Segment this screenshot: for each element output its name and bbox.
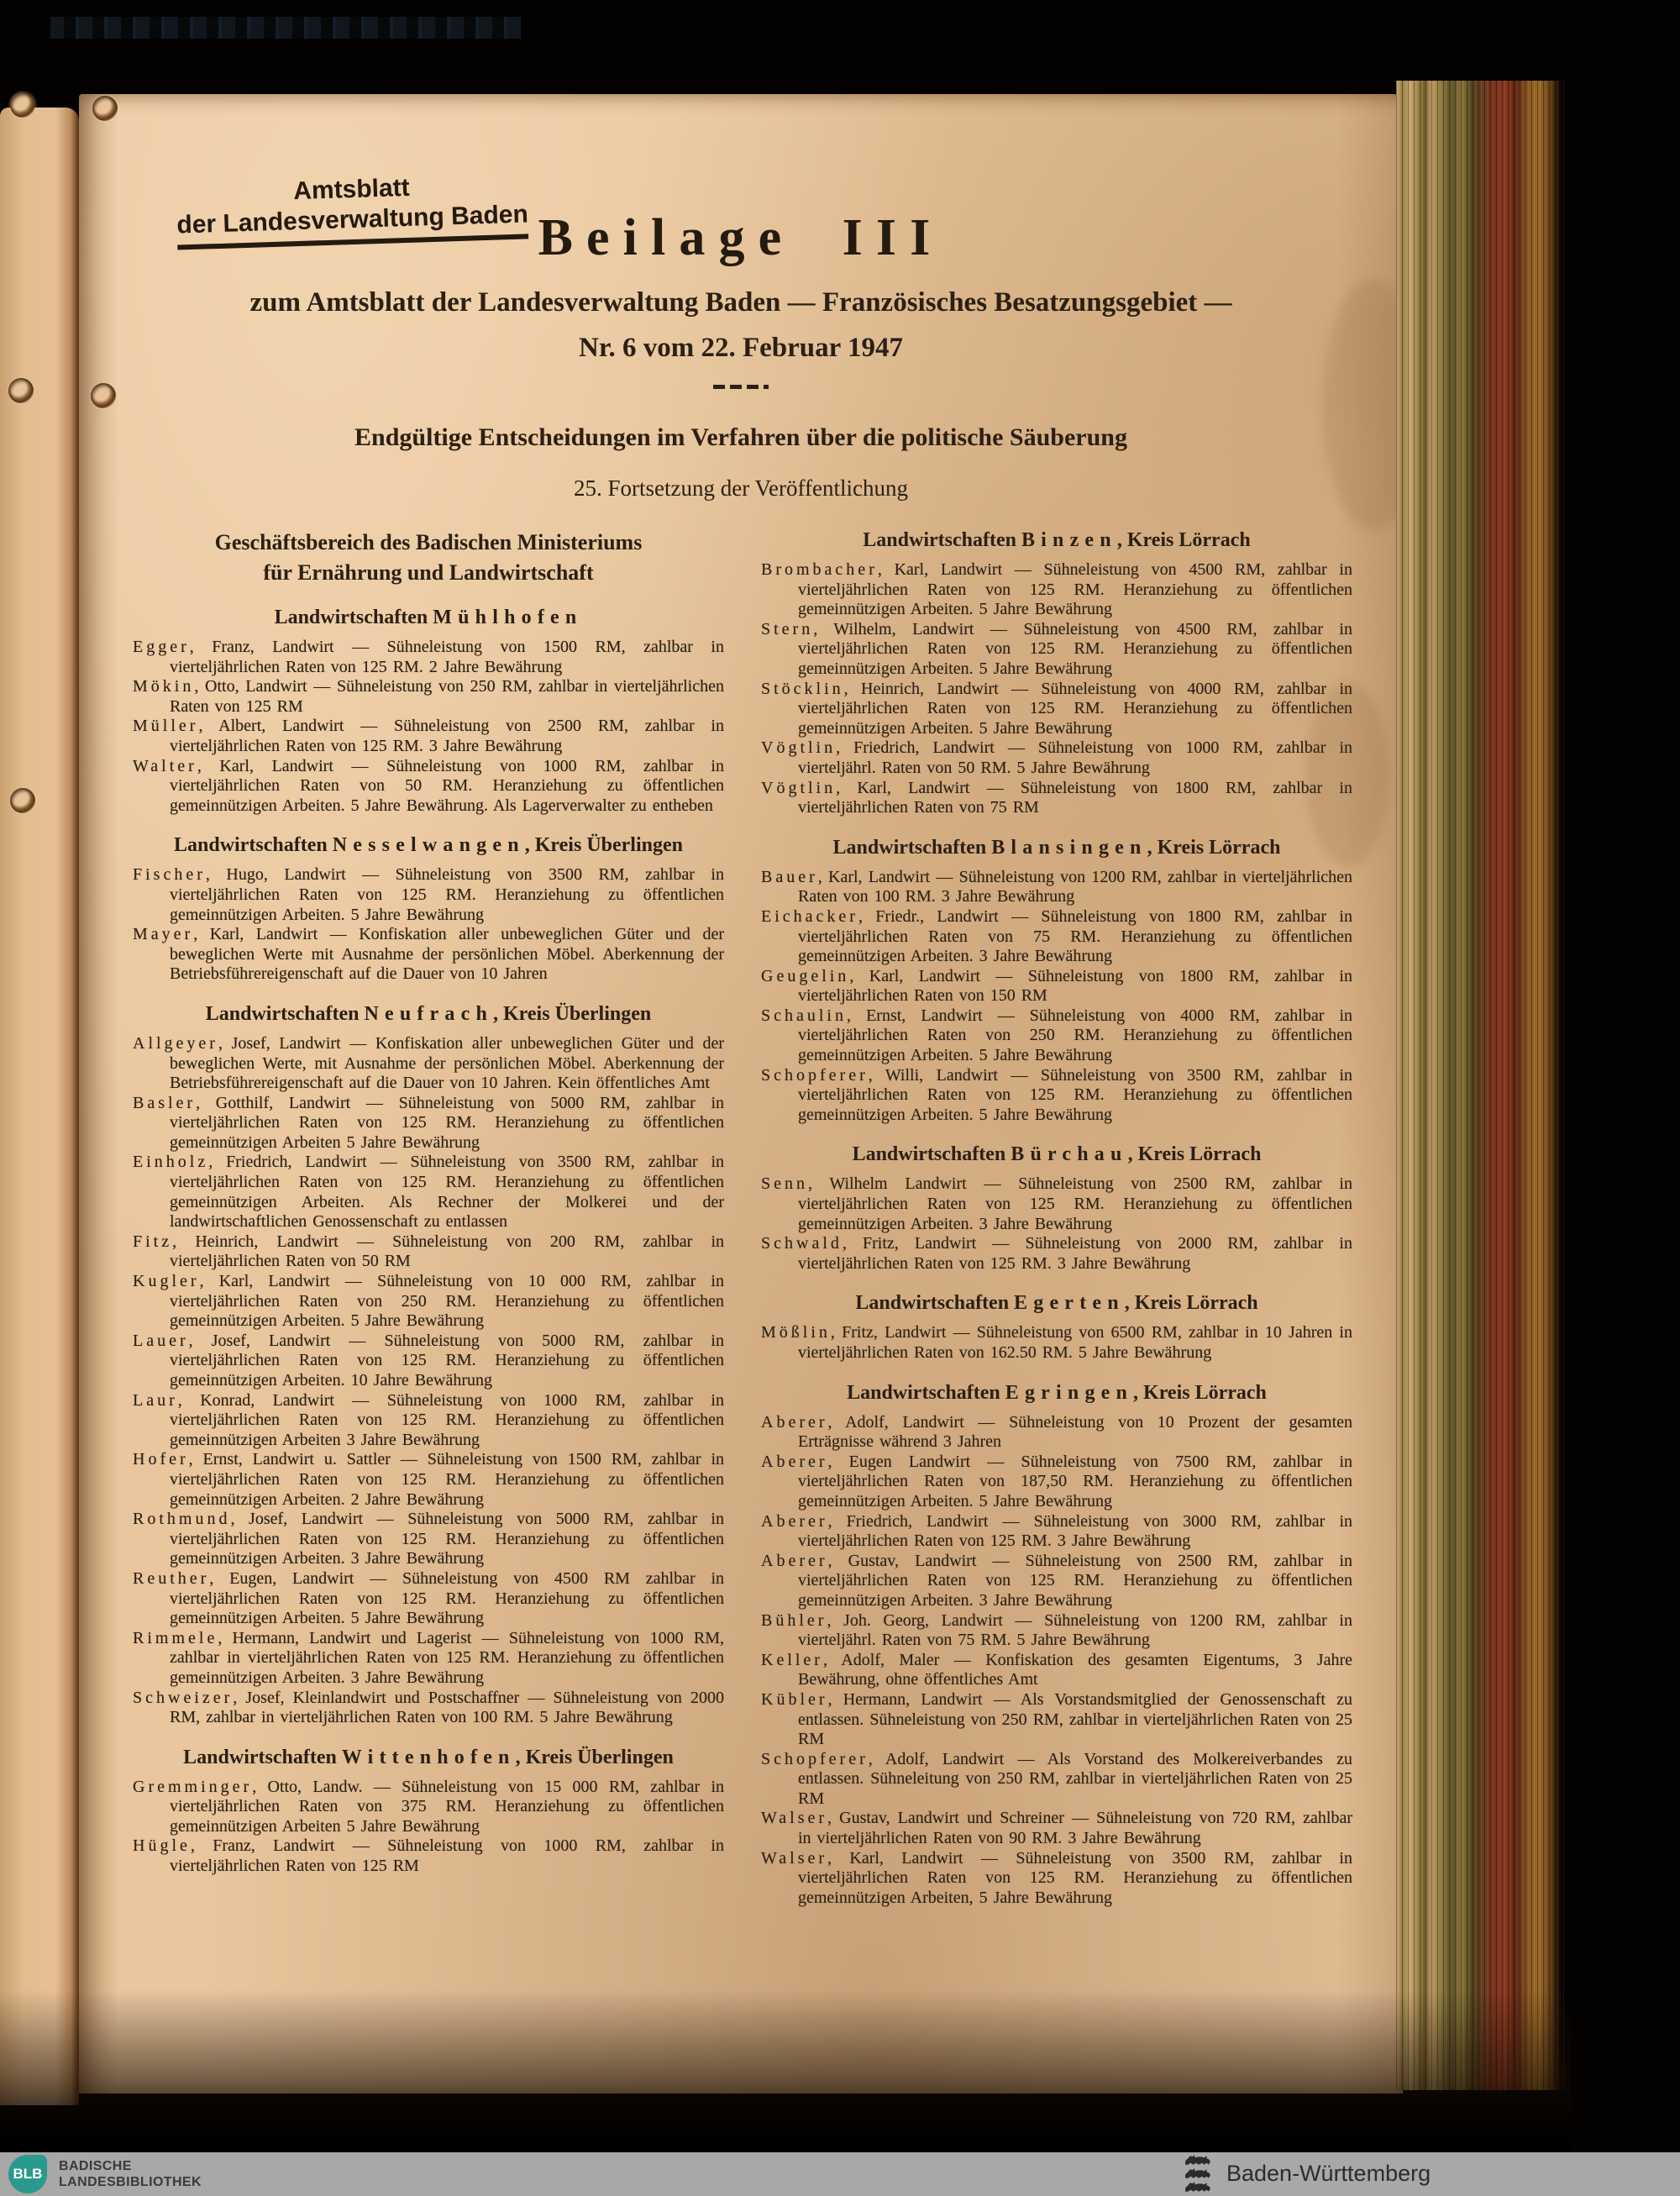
document-page <box>79 94 1403 2094</box>
continuation-note: 25. Fortsetzung der Veröffentlichung <box>574 475 908 501</box>
decision-entry: Allgeyer, Josef, Landwirt — Konfiskation aller unbeweglichen Güter und der beweglichen Werte, mit Ausnahme der persönlichen Möbel. Aberkennung der Betriebsführereigenschaft auf die Dauer von 10 Jahren. Kein öffentliches Amt <box>133 1033 724 1093</box>
decision-entry: Aberer, Eugen Landwirt — Sühneleistung von 7500 RM, zahlbar in vierteljährlichen Raten von 187,50 RM. Heranziehung zu öffentlichen gemeinnützigen Arbeiten. 5 Jahre Bewährung <box>761 1452 1352 1510</box>
two-column-text <box>133 528 1352 1908</box>
blb-logo <box>8 2155 202 2193</box>
decision-entry: Vögtlin, Friedrich, Landwirt — Sühneleistung von 1000 RM, zahlbar in vierteljährl. Raten von 50 RM. 5 Jahre Bewährung <box>761 738 1352 777</box>
ministry-heading <box>133 528 724 588</box>
column-right <box>761 528 1352 1908</box>
decision-entry: Schopferer, Willi, Landwirt — Sühneleistung von 3500 RM, zahlbar in vierteljährlichen Raten von 125 RM. Heranziehung zu öffentlichen gemeinnützigen Arbeiten. 5 Jahre Bewährung <box>761 1065 1352 1124</box>
decision-entry: Stern, Wilhelm, Landwirt — Sühneleistung von 4500 RM, zahlbar in vierteljährlichen Raten von 125 RM. Heranziehung zu öffentlichen gemeinnützigen Arbeiten. 5 Jahre Bewährung <box>761 619 1352 678</box>
bw-lions-icon <box>1183 2154 1213 2193</box>
punch-hole <box>92 96 118 121</box>
decision-entry: Bauer, Karl, Landwirt — Sühneleistung von 1200 RM, zahlbar in vierteljährlichen Raten von 100 RM. 3 Jahre Bewährung <box>761 867 1352 906</box>
book-binding-texture <box>50 17 521 39</box>
section-heading: Landwirtschaften Egerten, Kreis Lörrach <box>855 1292 1258 1315</box>
decision-entry: Schwald, Fritz, Landwirt — Sühneleistung von 2000 RM, zahlbar in vierteljährlichen Raten von 125 RM. 3 Jahre Bewährung <box>761 1234 1352 1273</box>
decision-entry: Rothmund, Josef, Landwirt — Sühneleistung von 5000 RM, zahlbar in vierteljährlichen Raten von 125 RM. Heranziehung zu öffentlichen gemeinnützigen Arbeiten. 3 Jahre Bewährung <box>133 1510 724 1568</box>
decision-entry: Walser, Gustav, Landwirt und Schreiner — Sühneleistung von 720 RM, zahlbar in vierteljährlichen Raten von 90 RM. 3 Jahre Bewährung <box>761 1809 1352 1848</box>
decision-entry: Geugelin, Karl, Landwirt — Sühneleistung von 1800 RM, zahlbar in vierteljährlichen Raten von 150 RM <box>761 966 1352 1006</box>
ministry-line: Geschäftsbereich des Badischen Ministeriums <box>214 530 643 554</box>
decision-entry: Einholz, Friedrich, Landwirt — Sühneleistung von 3500 RM, zahlbar in vierteljährlichen Raten von 125 RM. Heranziehung zu öffentlichen gemeinnützigen Arbeiten. Als Rechner der Molkerei und der landwirtschaftlichen Genossenschaft zu entlassen <box>133 1153 724 1232</box>
decision-entry: Fischer, Hugo, Landwirt — Sühneleistung von 3500 RM, zahlbar in vierteljährlichen Raten von 125 RM. Heranziehung zu öffentlichen gemeinnützigen Arbeiten. 5 Jahre Bewährung <box>133 865 724 924</box>
decision-entry: Mökin, Otto, Landwirt — Sühneleistung von 250 RM, zahlbar in vierteljährlichen Raten von 125 RM <box>133 677 724 716</box>
section-heading: Landwirtschaften Egringen, Kreis Lörrach <box>847 1381 1267 1404</box>
decision-entry: Aberer, Gustav, Landwirt — Sühneleistung von 2500 RM, zahlbar in vierteljährlichen Raten von 125 RM. Heranziehung zu öffentlichen gemeinnützigen Arbeiten. 3 Jahre Bewährung <box>761 1551 1352 1610</box>
bw-logo <box>1183 2154 1431 2193</box>
blb-label <box>59 2158 202 2190</box>
book-fore-edge-pages <box>1396 81 1564 2090</box>
page-subtitle: zum Amtsblatt der Landesverwaltung Baden — Französisches Besatzungsgebiet — <box>249 287 1232 318</box>
decision-entry: Laur, Konrad, Landwirt — Sühneleistung von 1000 RM, zahlbar in vierteljährlichen Raten von 125 RM. Heranziehung zu öffentlichen gemeinnützigen Arbeiten 3 Jahre Bewährung <box>133 1390 724 1449</box>
decision-entry: Egger, Franz, Landwirt — Sühneleistung von 1500 RM, zahlbar in vierteljährlichen Raten von 125 RM. 2 Jahre Bewährung <box>133 638 724 676</box>
page-title: Beilage III <box>538 209 944 266</box>
decision-entry: Kübler, Hermann, Landwirt — Als Vorstandsmitglied der Genossenschaft zu entlassen. Sühneleistung von 250 RM, zahlbar in vierteljährlichen Raten von 25 RM <box>761 1689 1352 1749</box>
decision-entry: Aberer, Friedrich, Landwirt — Sühneleistung von 3000 RM, zahlbar in vierteljährlichen Raten von 125 RM. 3 Jahre Bewährung <box>761 1511 1352 1551</box>
decision-entry: Brombacher, Karl, Landwirt — Sühneleistung von 4500 RM, zahlbar in vierteljährlichen Raten von 125 RM. Heranziehung zu öffentlichen gemeinnützigen Arbeiten. 5 Jahre Bewährung <box>761 560 1352 619</box>
divider-dashes <box>713 385 769 389</box>
section-heading: Landwirtschaften Binzen, Kreis Lörrach <box>863 529 1251 551</box>
section-heading: Landwirtschaften Nesselwangen, Kreis Überlingen <box>174 834 683 857</box>
section-heading: Landwirtschaften Blansingen, Kreis Lörrach <box>832 836 1281 859</box>
decision-entry: Schaulin, Ernst, Landwirt — Sühneleistung von 4000 RM, zahlbar in vierteljährlichen Raten von 250 RM. Heranziehung zu öffentlichen gemeinnützigen Arbeiten. 5 Jahre Bewährung <box>761 1006 1352 1065</box>
punch-hole <box>10 788 35 813</box>
decision-entry: Bühler, Joh. Georg, Landwirt — Sühneleistung von 1200 RM, zahlbar in vierteljährl. Raten von 75 RM. 5 Jahre Bewährung <box>761 1610 1352 1650</box>
section-heading: Landwirtschaften Mühlhofen <box>274 607 583 628</box>
column-left <box>133 528 724 1908</box>
ink-bleed-smudge <box>1305 682 1389 867</box>
decision-entry: Walter, Karl, Landwirt — Sühneleistung von 1000 RM, zahlbar in vierteljährlichen Raten von 50 RM. Heranziehung zu öffentlichen gemeinnützigen Arbeiten. 5 Jahre Bewährung. Als Lagerverwalter zu entheben <box>133 756 724 815</box>
underlying-page-edge <box>0 108 79 2105</box>
blb-acronym: BLB <box>13 2166 43 2182</box>
blb-badge-icon <box>8 2155 47 2193</box>
decision-entry: Walser, Karl, Landwirt — Sühneleistung von 3500 RM, zahlbar in vierteljährlichen Raten von 125 RM. Heranziehung zu öffentlichen gemeinnützigen Arbeiten, 5 Jahre Bewährung <box>761 1848 1352 1907</box>
decision-entry: Rimmele, Hermann, Landwirt und Lagerist — Sühneleistung von 1000 RM, zahlbar in vierteljährlichen Raten von 125 RM. Heranziehung zu öffentlichen gemeinnützigen Arbeiten. 3 Jahre Bewährung <box>133 1628 724 1687</box>
decision-title: Endgültige Entscheidungen im Verfahren über die politische Säuberung <box>354 423 1127 451</box>
stamp-line: der Landesverwaltung Baden <box>176 199 529 250</box>
decision-entry: Schopferer, Adolf, Landwirt — Als Vorstand des Molkereiverbandes zu entlassen. Sühneleitung von 250 RM, zahlbar in vierteljährlichen Raten von 25 RM <box>761 1749 1352 1808</box>
blb-label-line: BADISCHE <box>59 2159 132 2173</box>
decision-entry: Mößlin, Fritz, Landwirt — Sühneleistung von 6500 RM, zahlbar in 10 Jahren in vierteljährlichen Raten von 162.50 RM. 5 Jahre Bewährung <box>761 1323 1352 1362</box>
issue-date-line: Nr. 6 vom 22. Februar 1947 <box>579 333 903 363</box>
section-heading: Landwirtschaften Neufrach, Kreis Überlingen <box>205 1002 652 1025</box>
decision-entry: Gremminger, Otto, Landw. — Sühneleistung von 15 000 RM, zahlbar in vierteljährlichen Raten von 375 RM. Heranziehung zu öffentlichen gemeinnützigen Arbeiten 5 Jahre Bewährung <box>133 1777 724 1836</box>
punch-hole <box>10 92 35 118</box>
page-bottom-shadow <box>0 1989 1571 2154</box>
decision-entry: Hügle, Franz, Landwirt — Sühneleistung von 1000 RM, zahlbar in vierteljährlichen Raten von 125 RM <box>133 1836 724 1876</box>
section-heading: Landwirtschaften Wittenhofen, Kreis Überlingen <box>183 1746 674 1768</box>
ministry-line: für Ernährung und Landwirtschaft <box>263 560 594 585</box>
blb-label-line: LANDESBIBLIOTHEK <box>59 2175 202 2189</box>
decision-entry: Schweizer, Josef, Kleinlandwirt und Postschaffner — Sühneleistung von 2000 RM, zahlbar in vierteljährlichen Raten von 100 RM. 5 Jahre Bewährung <box>133 1688 724 1727</box>
decision-entry: Müller, Albert, Landwirt — Sühneleistung von 2500 RM, zahlbar in vierteljährlichen Raten von 125 RM. 3 Jahre Bewährung <box>133 717 724 755</box>
decision-entry: Mayer, Karl, Landwirt — Konfiskation aller unbeweglichen Güter und der beweglichen Werte mit Ausnahme der persönlichen Möbel. Aberkennung der Betriebsführereigenschaft auf die Dauer von 10 Jahren <box>133 925 724 984</box>
decision-entry: Keller, Adolf, Maler — Konfiskation des gesamten Eigentums, 3 Jahre Bewährung, ohne öffentliches Amt <box>761 1650 1352 1689</box>
decision-entry: Aberer, Adolf, Landwirt — Sühneleistung von 10 Prozent der gesamten Erträgnisse während 3 Jahren <box>761 1412 1352 1452</box>
decision-entry: Basler, Gotthilf, Landwirt — Sühneleistung von 5000 RM, zahlbar in vierteljährlichen Raten von 125 RM. Heranziehung zu öffentlichen gemeinnützigen Arbeiten 5 Jahre Bewährung <box>133 1093 724 1152</box>
punch-hole <box>8 378 34 403</box>
punch-hole <box>91 383 116 408</box>
decision-entry: Senn, Wilhelm Landwirt — Sühneleistung von 2500 RM, zahlbar in vierteljährlichen Raten von 125 RM. Heranziehung zu öffentlichen gemeinnützigen Arbeiten. 3 Jahre Bewährung <box>761 1174 1352 1233</box>
decision-entry: Fitz, Heinrich, Landwirt — Sühneleistung von 200 RM, zahlbar in vierteljährlichen Raten von 50 RM <box>133 1232 724 1271</box>
library-footer-bar <box>0 2152 1680 2196</box>
bw-label: Baden-Württemberg <box>1226 2161 1431 2186</box>
decision-entry: Hofer, Ernst, Landwirt u. Sattler — Sühneleistung von 1500 RM, zahlbar in vierteljährlichen Raten von 125 RM. Heranziehung zu öffentlichen gemeinnützigen Arbeiten. 2 Jahre Bewährung <box>133 1450 724 1509</box>
decision-entry: Stöcklin, Heinrich, Landwirt — Sühneleistung von 4000 RM, zahlbar in vierteljährlichen Raten von 125 RM. Heranziehung zu öffentlichen gemeinnützigen Arbeiten. 5 Jahre Bewährung <box>761 679 1352 738</box>
decision-entry: Vögtlin, Karl, Landwirt — Sühneleistung von 1800 RM, zahlbar in vierteljährlichen Raten von 75 RM <box>761 778 1352 817</box>
decision-entry: Kugler, Karl, Landwirt — Sühneleistung von 10 000 RM, zahlbar in vierteljährlichen Raten von 250 RM. Heranziehung zu öffentlichen gemeinnützigen Arbeiten. 5 Jahre Bewährung <box>133 1272 724 1331</box>
decision-entry: Reuther, Eugen, Landwirt — Sühneleistung von 4500 RM zahlbar in vierteljährlichen Raten von 125 RM. Heranziehung zu öffentlichen gemeinnützigen Arbeiten. 5 Jahre Bewährung <box>133 1568 724 1628</box>
decision-entry: Eichacker, Friedr., Landwirt — Sühneleistung von 1800 RM, zahlbar in vierteljährlichen Raten von 75 RM. Heranziehung zu öffentlichen gemeinnützigen Arbeiten. 3 Jahre Bewährung <box>761 906 1352 966</box>
stamp-line: Amtsblatt <box>292 173 411 206</box>
decision-entry: Lauer, Josef, Landwirt — Sühneleistung von 5000 RM, zahlbar in vierteljährlichen Raten von 125 RM. Heranziehung zu öffentlichen gemeinnützigen Arbeiten. 10 Jahre Bewährung <box>133 1331 724 1390</box>
section-heading: Landwirtschaften Bürchau, Kreis Lörrach <box>852 1143 1262 1166</box>
